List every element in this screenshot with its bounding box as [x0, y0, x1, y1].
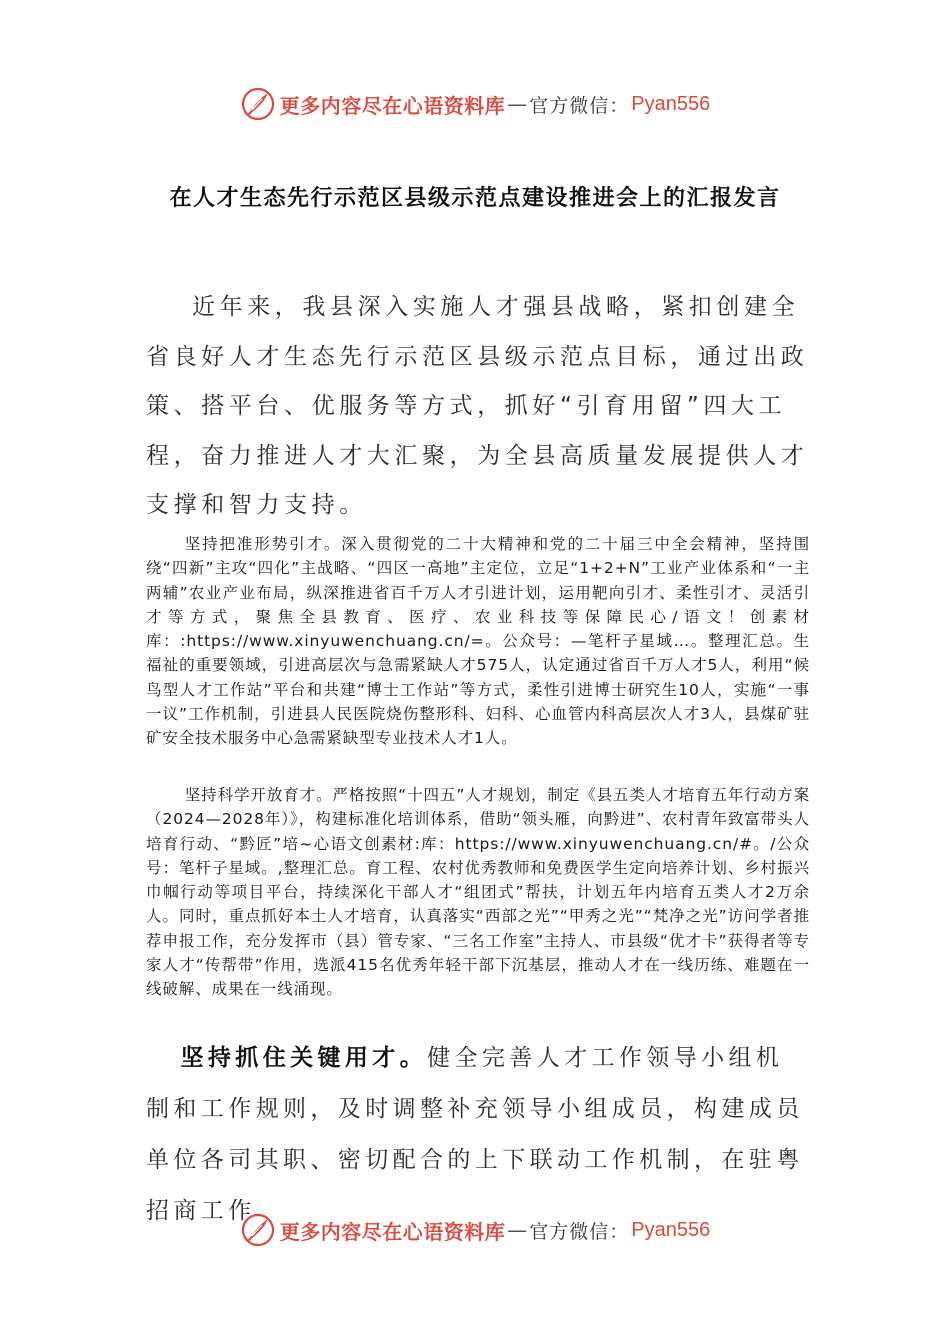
watermark-wechat-id: Pyan556: [631, 92, 711, 115]
quill-pen-logo-icon: [240, 1212, 276, 1248]
section-paragraph-attract-talent: 坚持把准形势引才。深入贯彻党的二十大精神和党的二十届三中全会精神，坚持围绕“四新”主攻“四化”主战略、“四区一高地”主定位，立足“1+2+N”工业产业体系和“一主两辅”农业产业布局，纵深推进省百千万人才引进计划，运用靶向引才、柔性引才、灵活引才等方式，聚焦全县教育、医疗、农业科技等保障民心/语文！创素材库：:https://www.xinyuwenchuang.cn/=。公众号：—笔杆子星域…。整理汇总。生福祉的重要领域，引进高层次与急需紧缺人才575人，认定通过省百千万人才5人，利用“候鸟型人才工作站”平台和共建“博士工作站”等方式，柔性引进博士研究生10人，实施“一事一议”工作机制，引进县人民医院烧伤整形科、妇科、心血管内科高层次人才3人，县煤矿驻矿安全技术服务中心急需紧缺型专业技术人才1人。: [146, 535, 810, 748]
watermark-brand-text: 更多内容尽在心语资料库: [279, 93, 506, 118]
watermark-dash: —: [507, 1218, 528, 1242]
section-paragraph-use-talent: [146, 1033, 810, 1237]
watermark-official-label: 官方微信：: [529, 1220, 630, 1243]
section-body-use-talent: 健全完善人才工作领导小组机制和工作规则，及时调整补充领导小组成员，构建成员单位各司其职、密切配合的上下联动工作机制，在驻粤招商工作: [146, 1045, 804, 1224]
quill-pen-logo-icon: [240, 86, 276, 122]
header-watermark-banner: [0, 84, 950, 124]
watermark-official-label: 官方微信：: [529, 94, 630, 117]
lead-paragraph: 近年来，我县深入实施人才强县战略，紧扣创建全省良好人才生态先行示范区县级示范点目标，通过出政策、搭平台、优服务等方式，抓好“引育用留”四大工程，奋力推进人才大汇聚，为全县高质量发展提供人才支撑和智力支持。: [146, 294, 809, 518]
document-title: 在人才生态先行示范区县级示范点建设推进会上的汇报发言: [169, 186, 781, 211]
footer-watermark-banner: [0, 1210, 950, 1250]
section-paragraph-cultivate-talent: 坚持科学开放育才。严格按照“十四五”人才规划，制定《县五类人才培育五年行动方案（2024—2028年）》，构建标准化培训体系，借助“领头雁，向黔进”、农村青年致富带头人培育行动、“黔匠”培~心语文创素材:库：https://www.xinyuwenchuang.cn/#。/公众号：笔杆子星域。,整理汇总。育工程、农村优秀教师和免费医学生定向培养计划、乡村振兴巾帼行动等项目平台，持续深化干部人才“组团式”帮扶，计划五年内培育五类人才2万余人。同时，重点抓好本土人才培育，认真落实“西部之光”“甲秀之光”“梵净之光”访问学者推荐申报工作，充分发挥市（县）管专家、“三名工作室”主持人、市县级“优才卡”获得者等专家人才“传帮带”作用，选派415名优秀年轻干部下沉基层，推动人才在一线历练、难题在一线破解、成果在一线涌现。: [146, 786, 810, 999]
watermark-wechat-id: Pyan556: [631, 1218, 711, 1241]
watermark-brand-text: 更多内容尽在心语资料库: [279, 1219, 506, 1244]
watermark-dash: —: [507, 92, 528, 116]
section-heading-use-talent: 坚持抓住关键用才。: [180, 1045, 428, 1071]
